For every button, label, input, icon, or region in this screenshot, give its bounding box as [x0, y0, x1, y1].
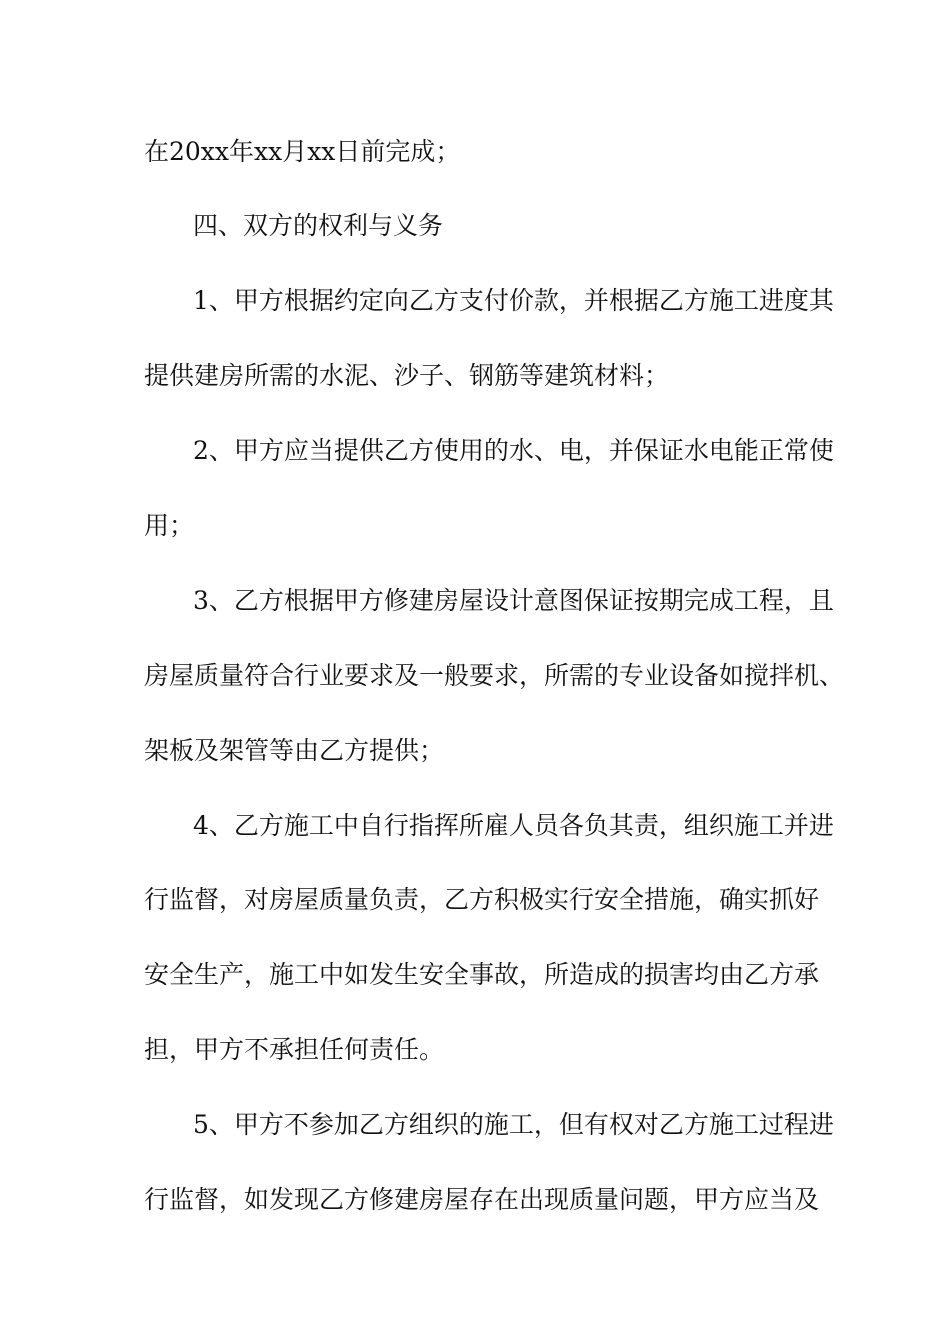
clause-3-line-2: 房屋质量符合行业要求及一般要求，所需的专业设备如搅拌机、 [144, 661, 845, 690]
section-heading-rights-obligations: 四、双方的权利与义务 [193, 211, 444, 240]
clause-2-line-1: 2、甲方应当提供乙方使用的水、电，并保证水电能正常使 [193, 436, 834, 465]
clause-3-line-3: 架板及架管等由乙方提供； [144, 736, 445, 765]
clause-1-line-2: 提供建房所需的水泥、沙子、钢筋等建筑材料； [144, 361, 670, 390]
clause-5-line-2: 行监督，如发现乙方修建房屋存在出现质量问题，甲方应当及 [144, 1185, 820, 1214]
clause-4-line-1: 4、乙方施工中自行指挥所雇人员各负其责，组织施工并进 [193, 811, 834, 840]
text-line-continuation: 在20xx年xx月xx日前完成； [144, 137, 461, 166]
clause-3-line-1: 3、乙方根据甲方修建房屋设计意图保证按期完成工程，且 [193, 586, 834, 615]
clause-1-line-1: 1、甲方根据约定向乙方支付价款，并根据乙方施工进度其 [193, 286, 834, 315]
clause-4-line-3: 安全生产，施工中如发生安全事故，所造成的损害均由乙方承 [144, 960, 820, 989]
clause-4-line-4: 担，甲方不承担任何责任。 [144, 1035, 445, 1064]
clause-5-line-1: 5、甲方不参加乙方组织的施工，但有权对乙方施工过程进 [193, 1110, 834, 1139]
clause-2-line-2: 用； [144, 511, 195, 540]
clause-4-line-2: 行监督，对房屋质量负责，乙方积极实行安全措施，确实抓好 [144, 885, 820, 914]
